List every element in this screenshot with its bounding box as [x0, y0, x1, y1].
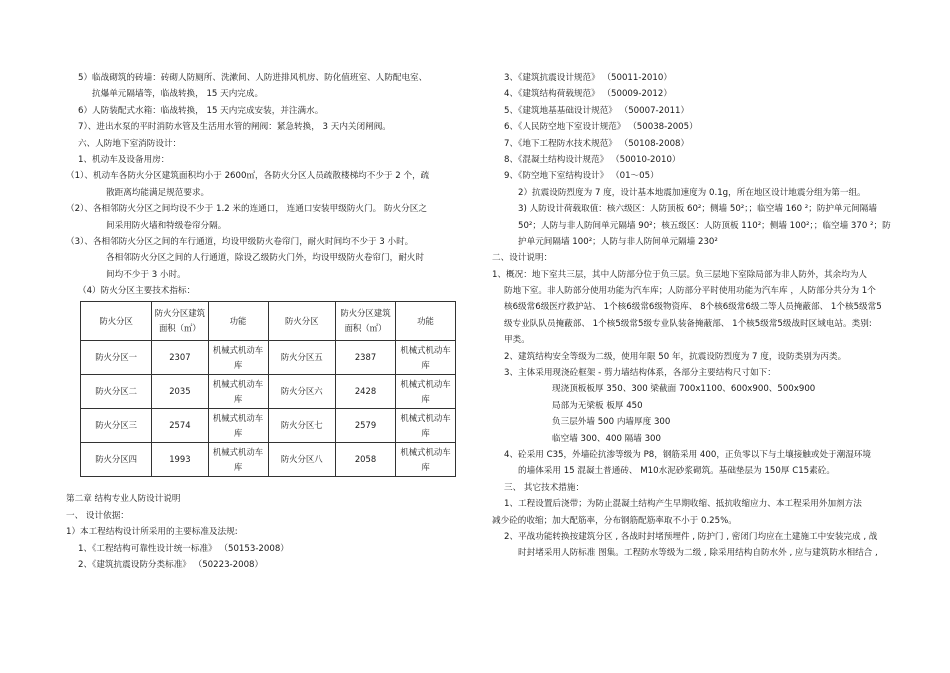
fire-zone-table: [80, 301, 456, 477]
text-line: 3、《建筑抗震设计规范》 （50011-2010）: [504, 73, 672, 83]
text-line: 2、平战功能转换按建筑分区 , 各战时封堵预埋件 , 防护门 , 密闭门均应在土建施工中安装完成 , 战: [504, 531, 878, 542]
text-line: 2、《建筑抗震设防分类标准》 （50223-2008）: [78, 560, 264, 571]
table-row: [81, 443, 456, 477]
table-cell: 机械式机动车库: [208, 375, 268, 409]
table-cell: 防火分区六: [268, 375, 336, 409]
text-line: 核6级常6级医疗救护站、 1个核6级常6级物资库、 8个核6级常6级二等人员掩蔽部、 1个核5级常5: [504, 302, 882, 313]
text-line: 3、主体采用现浇砼框架 - 剪力墙结构体系，各部分主要结构尺寸如下：: [504, 368, 776, 379]
text-line: 的墙体采用 15 混凝土普通砖、 M10水泥砂浆砌筑。基础垫层为 150厚 C15素砼。: [518, 466, 835, 477]
text-line: （4）防火分区主要技术指标：: [78, 286, 196, 297]
text-line: 间均不少于 3 小时。: [106, 269, 186, 280]
table-cell: 2035: [152, 375, 208, 409]
text-line: （2）、各相邻防火分区之间均设不少于 1.2 米的连通口， 连通口安装甲级防火门。 防火分区之: [66, 204, 427, 215]
text-line: 6、《人民防空地下室设计规范》 （50038-2005）: [504, 122, 698, 133]
table-cell: 2058: [336, 443, 396, 477]
text-line: 7、《地下工程防水技术规范》 （50108-2008）: [504, 138, 690, 149]
left-column: [66, 70, 470, 573]
text-line: 1）本工程结构设计所采用的主要标准及法规:: [66, 527, 238, 538]
text-line: 1、概况：地下室共三层，其中人防部分位于负三层。负三层地下室除局部为非人防外，其余均为人: [492, 269, 868, 280]
text-line: 散距离均能满足规范要求。: [106, 187, 210, 198]
text-line: 8、《混凝土结构设计规范》 （50010-2010）: [504, 154, 681, 165]
table-cell: 防火分区二: [81, 375, 152, 409]
text-line: 临空墙 300、400 隔墙 300: [552, 433, 661, 444]
text-line: 1、工程设置后浇带；为防止混凝土结构产生早期收缩、抵抗收缩应力、本工程采用外加剂方法: [504, 499, 862, 510]
section-heading: 一、 设计依据：: [66, 510, 129, 521]
section-heading: 六、人防地下室消防设计：: [78, 138, 182, 149]
text-line: （3）、各相邻防火分区之间的车行通道，均设甲级防火卷帘门，耐火时间均不少于 3 小时。: [66, 236, 414, 247]
table-cell: 机械式机动车库: [208, 443, 268, 477]
section-heading: 三、 其它技术措施：: [504, 482, 585, 493]
table-row: [81, 341, 456, 375]
table-cell: 2307: [152, 341, 208, 375]
table-header-cell: 防火分区: [268, 302, 336, 341]
text-line: 5、《建筑地基基础设计规范》 （50007-2011）: [504, 105, 690, 116]
table-cell: 1993: [152, 443, 208, 477]
table-cell: 防火分区三: [81, 409, 152, 443]
table-cell: 机械式机动车库: [396, 443, 456, 477]
table-cell: 2428: [336, 375, 396, 409]
section-heading: 二、设计说明：: [492, 253, 553, 264]
text-line: 3) 人防设计荷载取值：核六级区：人防顶板 60²；侧墙 50²；；临空墙 160 ²；防护单元间隔墙: [518, 204, 877, 215]
chapter-heading: 第二章 结构专业人防设计说明: [66, 494, 181, 505]
text-line: 7）、进出水泵的平时消防水管及生活用水管的闸阀：紧急转换， 3 天内关闭闸阀。: [78, 122, 391, 133]
text-line: 减少砼的收缩；加大配筋率，分布钢筋配筋率取不小于 0.25%。: [492, 515, 737, 526]
table-cell: 机械式机动车库: [396, 341, 456, 375]
subsection-heading: 1、机动车及设备用房：: [78, 154, 170, 165]
table-cell: 机械式机动车库: [208, 409, 268, 443]
text-line: 50²；人防与非人防间单元隔墙 90²；核五级区：人防顶板 110²；侧墙 100²；；临空墙 370 ²；防: [518, 220, 891, 231]
table-cell: 机械式机动车库: [208, 341, 268, 375]
text-line: 抗爆单元隔墙等，临战转换， 15 天内完成。: [92, 89, 264, 100]
table-cell: 防火分区五: [268, 341, 336, 375]
text-line: 局部为无梁板 板厚 450: [552, 400, 643, 411]
text-line: 2、建筑结构安全等级为二级，使用年限 50 年，抗震设防烈度为 7 度，设防类别为丙类。: [504, 351, 847, 362]
table-cell: 机械式机动车库: [396, 375, 456, 409]
table-header-cell: 防火分区: [81, 302, 152, 341]
table-cell: 防火分区八: [268, 443, 336, 477]
text-line: 现浇顶板板厚 350、300 梁截面 700x1100、600x900、500x900: [552, 384, 816, 395]
table-cell: 防火分区四: [81, 443, 152, 477]
text-line: 甲类。: [504, 335, 530, 346]
table-cell: 防火分区一: [81, 341, 152, 375]
right-column: [492, 70, 912, 562]
text-line: 间采用防火墙和特级卷帘分隔。: [106, 220, 227, 231]
table-header-row: [81, 302, 456, 341]
table-cell: 2574: [152, 409, 208, 443]
table-cell: 机械式机动车库: [396, 409, 456, 443]
text-line: 6）人防装配式水箱：临战转换， 15 天内完成安装，并注满水。: [78, 105, 324, 116]
text-line: 9、《防空地下室结构设计》 （01～05）: [504, 171, 659, 182]
text-line: 级专业队队员掩蔽部、 1个核5级常5级专业队装备掩蔽部、 1个核5级常5级战时区域电站。类别:: [504, 318, 872, 329]
text-line: 护单元间隔墙 100²；人防与非人防间单元隔墙 230²: [518, 236, 718, 247]
text-line: 防地下室。非人防部分使用功能为汽车库；人防部分平时使用功能为汽车库 ，人防部分共分为 1个: [504, 286, 876, 297]
table-header-cell: 功能: [208, 302, 268, 341]
text-line: 各相邻防火分区之间的人行通道，除设乙级防火门外，均设甲级防火卷帘门，耐火时: [106, 253, 424, 264]
text-line: 2）抗震设防烈度为 7 度，设计基本地震加速度为 0.1g，所在地区设计地震分组为第一组。: [518, 187, 866, 198]
table-row: [81, 375, 456, 409]
table-cell: 防火分区七: [268, 409, 336, 443]
table-header-cell: 防火分区建筑面积（㎡）: [152, 302, 208, 341]
text-line: 时封堵采用人防标准 图集。工程防水等级为二级 , 除采用结构自防水外 , 应与建筑防水相结合 ,: [518, 548, 878, 559]
table-cell: 2387: [336, 341, 396, 375]
text-line: 1、《工程结构可靠性设计统一标准》 （50153-2008）: [78, 543, 289, 554]
text-line: 负三层外墙 500 内墙厚度 300: [552, 417, 671, 428]
text-line: 4、砼采用 C35，外墙砼抗渗等级为 P8，钢筋采用 400，正负零以下与土壤接触或处于潮湿环境: [504, 449, 872, 460]
text-line: 5）临战砌筑的砖墙：砖砌人防厕所、洗漱间、人防进排风机房、防化值班室、人防配电室、: [78, 73, 428, 83]
table-cell: 2579: [336, 409, 396, 443]
table-row: [81, 409, 456, 443]
text-line: 4、《建筑结构荷载规范》 （50009-2012）: [504, 89, 672, 100]
table-header-cell: 防火分区建筑面积（㎡）: [336, 302, 396, 341]
table-header-cell: 功能: [396, 302, 456, 341]
text-line: （1）、机动车各防火分区建筑面积均小于 2600㎡，各防火分区人员疏散楼梯均不少于 2 个，疏: [66, 171, 430, 182]
